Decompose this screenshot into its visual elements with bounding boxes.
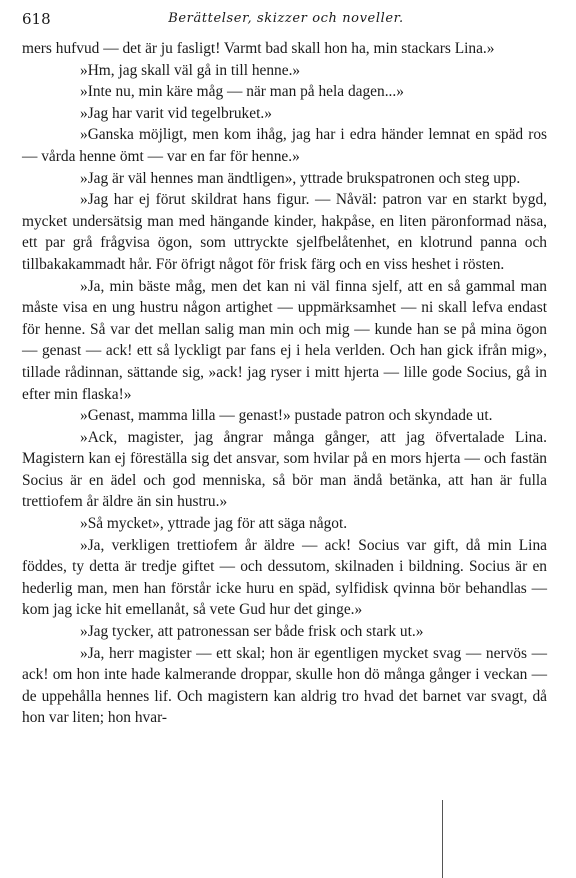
paragraph: »Ja, min bäste måg, men det kan ni väl finna sjelf, att en så gammal man måste visa en ung hustru någon artighet — uppmärksamhet — ni skall lefva endast för henne. Så var det mellan salig man min och mig — kunde han se på mina ögon — genast — ack! ett så lyckligt par fans ej i hela verlden. Och han gick ifrån mig», tillade rådinnan, sättande sig, »ack! jag ryser i mitt hjerta — lille gode Socius, gå in efter min flaska!» [22,277,547,403]
paragraph: »Så mycket», yttrade jag för att säga något. [80,515,348,533]
paragraph: »Jag har ej förut skildrat hans figur. — Nåväl: patron var en starkt bygd, mycket undersätsig man med hängande kinder, hakpåse, en liten päronformad näsa, ett par grå frågvisa ögon, som uttryckte sjelfbelåtenhet, en klotrund panna och tillbakakammadt hår. För öfrigt något för frisk färg och en viss heshet i rösten. [22,191,547,273]
paragraph-continuation: mers hufvud — det är ju fasligt! Varmt bad skall hon ha, min stackars Lina.» [22,40,495,57]
scan-artifact-line [442,800,443,878]
paragraph: »Ack, magister, jag ångrar många gånger, att jag öfvertalade Lina. Magistern kan ej föreställa sig det ansvar, som hvilar på en mors hjerta — och fastän Socius är en ädel och god menniska, så bör man ändå betänka, att han är fulla trettiofem år äldre än sin hustru.» [22,428,547,511]
paragraph: »Ja, verkligen trettiofem år äldre — ack! Socius var gift, då min Lina föddes, ty detta är tredje giftet — och dessutom, skilnaden i bildning. Socius är en hederlig man, men han förstår icke huru en späd, sylfidisk qvinna bör behandlas — kom jag icke hit emellanåt, så vete Gud hur det ginge.» [22,536,547,619]
paragraph: »Ganska möjligt, men kom ihåg, jag har i edra händer lemnat en späd ros — vårda henne ömt — var en far för henne.» [22,126,547,165]
paragraph: »Genast, mamma lilla — genast!» pustade patron och skyndade ut. [80,407,493,425]
page-number: 618 [22,10,51,28]
paragraph: »Jag tycker, att patronessan ser både frisk och stark ut.» [80,623,424,641]
page-header [22,10,550,32]
body-text [22,38,547,729]
paragraph: »Ja, herr magister — ett skal; hon är egentligen mycket svag — nervös — ack! om hon inte hade kalmerande droppar, skulle hon dö många gånger i veckan — de uppehålla hennes lif. Och magistern kan aldrig tro hvad det barnet var svagt, då hon var liten; hon hvar- [22,644,547,727]
paragraph: »Jag har varit vid tegelbruket.» [80,104,272,122]
paragraph: »Jag är väl hennes man ändtligen», yttrade brukspatronen och steg upp. [80,169,521,187]
paragraph: »Hm, jag skall väl gå in till henne.» [80,61,301,79]
running-title: Berättelser, skizzer och noveller. [168,11,404,26]
paragraph: »Inte nu, min käre måg — när man på hela dagen...» [80,83,404,101]
